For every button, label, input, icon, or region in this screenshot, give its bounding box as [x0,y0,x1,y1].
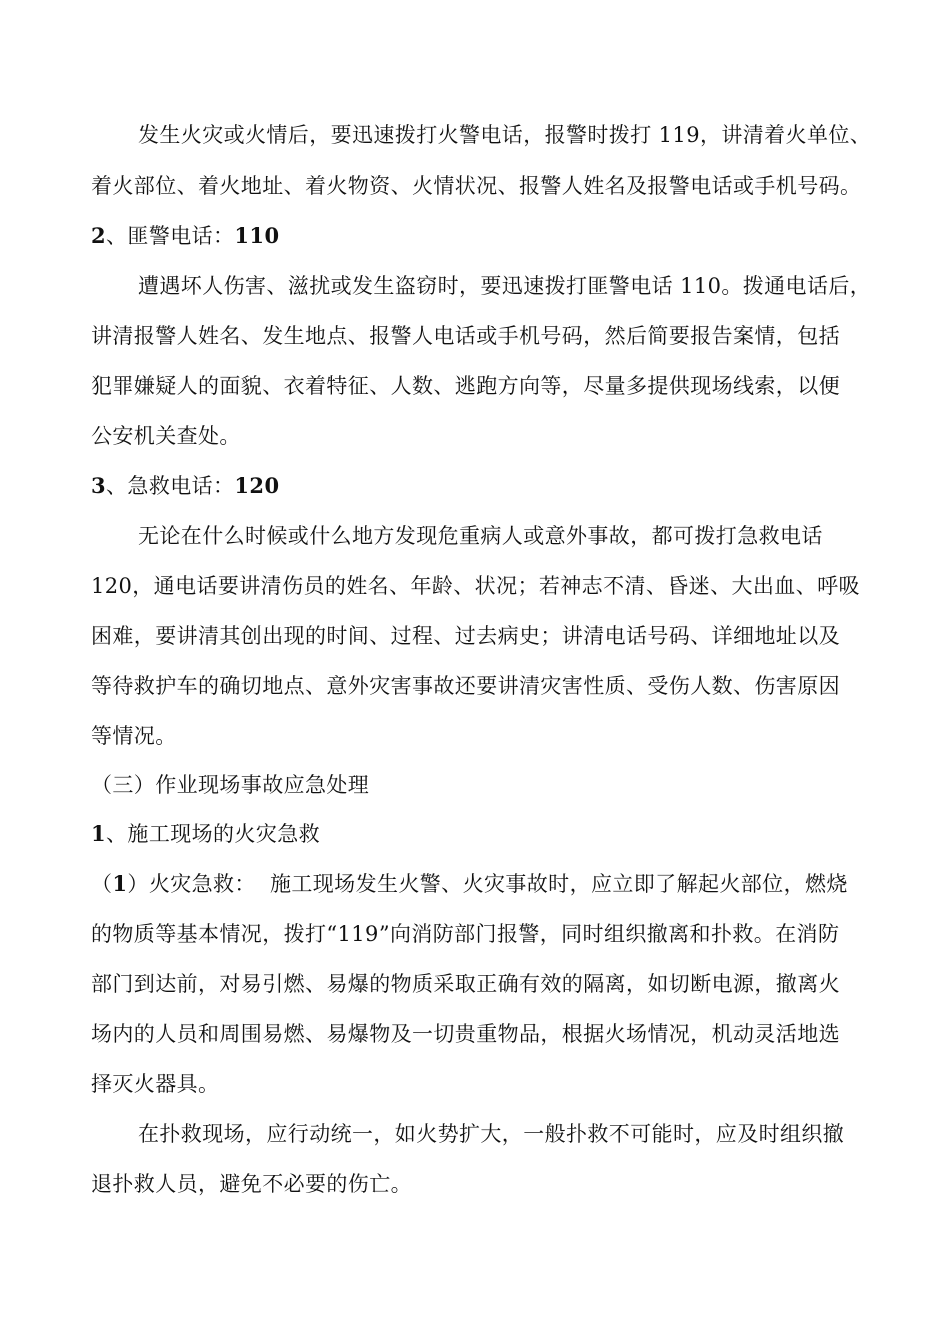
sub-item-text: 施工现场发生火警、火灾事故时，应立即了解起火部位，燃烧 [255,872,848,896]
police-paragraph-line-1: 遭遇坏人伤害、滋扰或发生盗窃时，要迅速拨打匪警电话 110。拨通电话后， [138,274,872,298]
site-fire-heading-number: 1 [91,821,107,846]
police-paragraph-line-2: 讲清报警人姓名、发生地点、报警人电话或手机号码，然后简要报告案情，包括 [91,324,840,348]
site-fire-heading-text: 、施工现场的火灾急救 [106,822,321,846]
ambulance-heading-phone: 120 [234,473,280,498]
section-three-title: （三）作业现场事故应急处理 [91,773,370,797]
site-fire-paragraph-line-4: 场内的人员和周围易燃、易爆物及一切贵重物品，根据火场情况，机动灵活地选 [91,1022,840,1046]
ambulance-heading-text: 、急救电话： [106,474,235,498]
site-fire-paragraph-line-2: 的物质等基本情况，拨打“119”向消防部门报警，同时组织撤离和扑救。在消防 [91,922,840,946]
sub-item-label: ）火灾急救： [127,872,256,896]
fire-paragraph-line-1: 发生火灾或火情后，要迅速拨打火警电话，报警时拨打 119，讲清着火单位、 [138,123,872,147]
police-paragraph-line-3: 犯罪嫌疑人的面貌、衣着特征、人数、逃跑方向等，尽量多提供现场线索，以便 [91,374,840,398]
rescue-paragraph-line-2: 退扑救人员，避免不必要的伤亡。 [91,1172,412,1196]
sub-item-number: 1 [112,871,128,896]
fire-paragraph-line-2: 着火部位、着火地址、着火物资、火情状况、报警人姓名及报警电话或手机号码。 [91,174,862,198]
sub-item-open: （ [91,872,113,896]
rescue-paragraph-line-1: 在扑救现场，应行动统一，如火势扩大，一般扑救不可能时，应及时组织撤 [138,1122,845,1146]
ambulance-paragraph-line-4: 等待救护车的确切地点、意外灾害事故还要讲清灾害性质、受伤人数、伤害原因 [91,674,840,698]
ambulance-heading [91,469,891,503]
police-paragraph-line-4: 公安机关查处。 [91,424,241,448]
ambulance-paragraph-line-3: 困难，要讲清其创出现的时间、过程、过去病史；讲清电话号码、详细地址以及 [91,624,840,648]
site-fire-paragraph-line-5: 择灭火器具。 [91,1072,220,1096]
police-heading-text: 、匪警电话： [106,224,235,248]
police-heading [91,219,891,253]
ambulance-heading-number: 3 [91,473,107,498]
police-heading-number: 2 [91,223,107,248]
police-heading-phone: 110 [234,223,280,248]
ambulance-paragraph-line-1: 无论在什么时候或什么地方发现危重病人或意外事故，都可拨打急救电话 [138,524,823,548]
ambulance-paragraph-line-2: 120，通电话要讲清伤员的姓名、年龄、状况；若神志不清、昏迷、大出血、呼吸 [91,574,860,598]
site-fire-heading [91,817,891,851]
site-fire-paragraph-line-1 [91,867,891,901]
ambulance-paragraph-line-5: 等情况。 [91,724,177,748]
site-fire-paragraph-line-3: 部门到达前，对易引燃、易爆的物质采取正确有效的隔离，如切断电源，撤离火 [91,972,840,996]
